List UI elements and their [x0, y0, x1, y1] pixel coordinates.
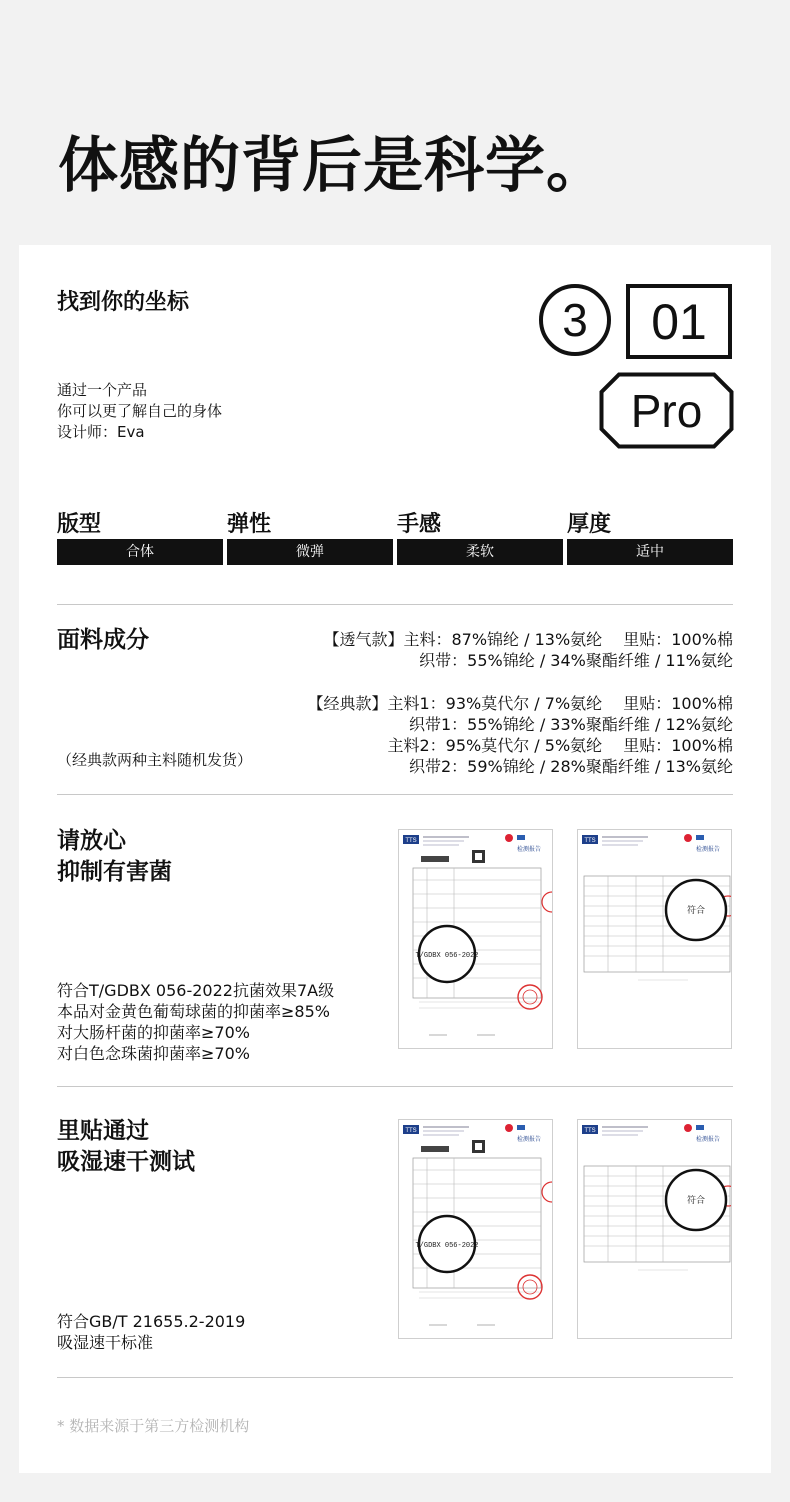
attribute-value: 适中 — [567, 539, 733, 565]
moisture-description — [57, 1311, 245, 1353]
svg-text:T/GDBX 056-2022: T/GDBX 056-2022 — [415, 1242, 479, 1250]
description-line: 本品对金黄色葡萄球菌的抑菌率≥85% — [57, 1002, 330, 1021]
test-report-image — [398, 1119, 553, 1339]
antibacterial-description — [57, 980, 334, 1064]
model-number-badge: 01 — [626, 284, 732, 359]
attribute-name: 弹性 — [227, 512, 272, 537]
test-report-image — [577, 829, 732, 1049]
fabric-line: 织带1：55%锦纶 / 33%聚酯纤维 / 12%氨纶 — [409, 715, 733, 734]
moisture-title — [57, 1116, 195, 1178]
moisture-title-line: 吸湿速干测试 — [57, 1149, 195, 1175]
series-number-badge: 3 — [539, 284, 611, 356]
intro-line: 你可以更了解自己的身体 — [57, 402, 223, 420]
svg-text:TTS: TTS — [584, 1128, 596, 1134]
svg-text:检测报告: 检测报告 — [516, 1136, 542, 1143]
intro-title: 找到你的坐标 — [57, 290, 190, 315]
section-divider — [57, 604, 733, 605]
attribute-fit — [57, 507, 223, 565]
attribute-elasticity — [227, 507, 393, 565]
description-line: 符合GB/T 21655.2-2019 — [57, 1312, 246, 1331]
description-line: 对白色念珠菌抑菌率≥70% — [57, 1044, 250, 1063]
antibacterial-title — [57, 826, 172, 888]
svg-text:T/GDBX 056-2022: T/GDBX 056-2022 — [415, 952, 479, 960]
fabric-line: 织带2：59%锦纶 / 28%聚酯纤维 / 13%氨纶 — [409, 757, 733, 776]
attribute-value: 微弹 — [227, 539, 393, 565]
description-line: 对大肠杆菌的抑菌率≥70% — [57, 1023, 250, 1042]
fabric-classic — [307, 693, 733, 777]
fabric-line: 【经典款】主料1：93%莫代尔 / 7%氨纶 里贴：100%棉 — [307, 694, 733, 713]
intro-line: 设计师：Eva — [57, 423, 145, 441]
antibacterial-title-line: 抑制有害菌 — [57, 859, 172, 885]
intro-text — [57, 380, 222, 443]
data-source-footnote: * 数据来源于第三方检测机构 — [57, 1417, 250, 1435]
svg-text:符合: 符合 — [686, 1196, 706, 1206]
antibacterial-title-line: 请放心 — [57, 828, 126, 854]
section-divider — [57, 1086, 733, 1087]
svg-text:检测报告: 检测报告 — [695, 846, 721, 853]
test-report-image — [398, 829, 553, 1049]
svg-text:符合: 符合 — [686, 906, 706, 916]
attribute-value: 合体 — [57, 539, 223, 565]
attribute-feel — [397, 507, 563, 565]
page-headline: 体感的背后是科学。 — [58, 131, 607, 201]
moisture-title-line: 里贴通过 — [57, 1118, 149, 1144]
description-line: 符合T/GDBX 056-2022抗菌效果7A级 — [57, 981, 335, 1000]
description-line: 吸湿速干标准 — [57, 1333, 154, 1352]
intro-line: 通过一个产品 — [57, 381, 148, 399]
attribute-name: 手感 — [397, 512, 442, 537]
pro-badge — [599, 372, 734, 449]
attribute-value: 柔软 — [397, 539, 563, 565]
attribute-thickness — [567, 507, 733, 565]
svg-text:检测报告: 检测报告 — [516, 846, 542, 853]
product-card — [19, 245, 771, 1473]
section-divider — [57, 1377, 733, 1378]
fabric-line: 织带：55%锦纶 / 34%聚酯纤维 / 11%氨纶 — [419, 651, 733, 670]
svg-text:TTS: TTS — [405, 1128, 417, 1134]
svg-text:TTS: TTS — [405, 838, 417, 844]
svg-text:检测报告: 检测报告 — [695, 1136, 721, 1143]
svg-text:TTS: TTS — [584, 838, 596, 844]
fabric-line: 【透气款】主料：87%锦纶 / 13%氨纶 里贴：100%棉 — [323, 630, 733, 649]
section-divider — [57, 794, 733, 795]
fabric-breathable — [323, 629, 733, 671]
fabric-title: 面料成分 — [57, 627, 149, 653]
attribute-name: 厚度 — [567, 512, 612, 537]
pro-badge-label: Pro — [630, 384, 703, 437]
fabric-note: （经典款两种主料随机发货） — [57, 751, 253, 769]
attribute-name: 版型 — [57, 512, 102, 537]
test-report-image — [577, 1119, 732, 1339]
fabric-line: 主料2：95%莫代尔 / 5%氨纶 里贴：100%棉 — [387, 736, 733, 755]
